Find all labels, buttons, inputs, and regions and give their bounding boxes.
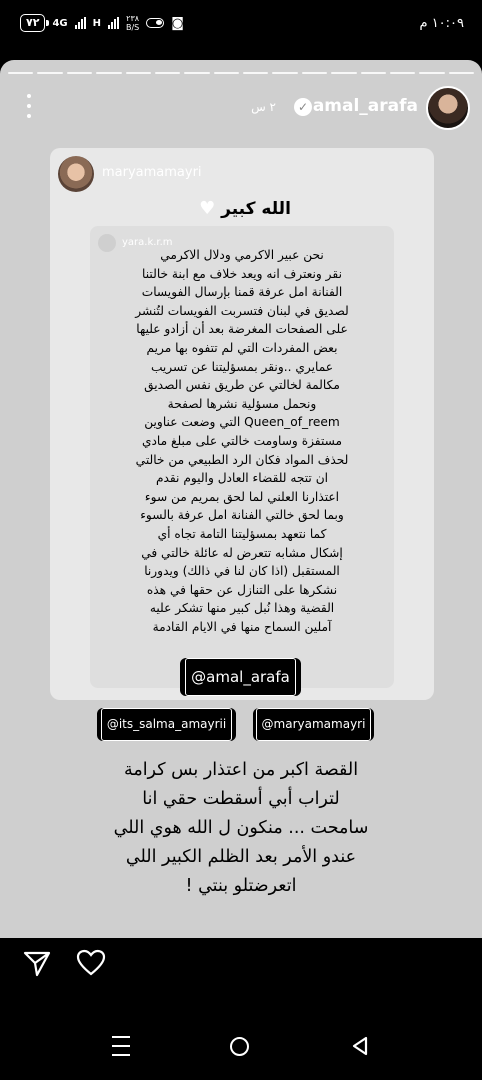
network-type-label: 4G bbox=[52, 17, 68, 29]
progress-segment bbox=[361, 72, 386, 74]
progress-segment bbox=[272, 72, 297, 74]
paper-plane-icon[interactable] bbox=[22, 948, 52, 978]
statement-line: المستقبل (اذا كان لنا في ذالك) ويدورنا bbox=[144, 564, 340, 579]
story-header bbox=[0, 82, 482, 134]
caption-line: اتعرضتلو بنتي ! bbox=[185, 876, 297, 896]
network-4g bbox=[52, 19, 67, 28]
speed-unit: B/S bbox=[125, 23, 140, 32]
statement-line: مستفزة وساومت خالتي على مبلغ مادي bbox=[141, 433, 343, 448]
caption-line: لتراب أبي أسقطت حقي انا bbox=[142, 789, 340, 809]
avatar[interactable] bbox=[426, 86, 470, 130]
inner-post bbox=[90, 226, 394, 688]
network-type-2-label: H bbox=[92, 17, 101, 29]
statement-line: Queen_of_reem التي وضعت عناوين bbox=[144, 415, 340, 430]
progress-segment bbox=[37, 72, 62, 74]
status-icons bbox=[20, 14, 184, 32]
statement-line: آملين السماح منها في الايام القادمة bbox=[152, 619, 332, 634]
progress-segment bbox=[67, 72, 92, 74]
data-saver-icon: ◙ bbox=[171, 15, 184, 31]
recents-icon[interactable] bbox=[112, 1036, 130, 1056]
mention-maryam-text: @maryamamayri bbox=[256, 708, 372, 741]
status-time: ١٠:٠٩ م bbox=[419, 16, 464, 31]
shared-post-username[interactable]: maryamamayri bbox=[102, 165, 202, 180]
story-progress-bar bbox=[8, 72, 474, 74]
mention-salma-text: @its_salma_amayrii bbox=[101, 708, 232, 741]
mention-sticker-amal[interactable] bbox=[180, 658, 301, 696]
verified-badge-icon: ✓ bbox=[294, 98, 312, 116]
caption-line: عندو الأمر بعد الظلم الكبير اللي bbox=[125, 847, 357, 867]
story-actions bbox=[0, 944, 482, 984]
home-icon[interactable] bbox=[230, 1037, 249, 1056]
statement-line: لصديق في لبنان فتسربت الفويسات لتُنشر bbox=[135, 303, 349, 318]
statement-line: لحذف المواد فكان الرد الطبيعي من خالتي bbox=[135, 452, 349, 467]
statement-line: ان تتجه للقضاء العادل واليوم نقدم bbox=[155, 471, 329, 486]
inner-username: yara.k.r.m bbox=[122, 237, 173, 248]
statement-line: بعض المفردات التي لم تتفوه بها مريم bbox=[146, 340, 338, 355]
progress-segment bbox=[419, 72, 444, 74]
statement-line: كما نتعهد بمسؤليتنا التامة تجاه أي bbox=[157, 526, 327, 541]
progress-segment bbox=[302, 72, 327, 74]
progress-segment bbox=[155, 72, 180, 74]
progress-segment bbox=[8, 72, 33, 74]
system-nav-bar bbox=[0, 1020, 482, 1080]
story-viewer[interactable] bbox=[0, 60, 482, 938]
caption-line: سامحت ... منكون ل الله هوي اللي bbox=[113, 818, 369, 838]
progress-segment bbox=[126, 72, 151, 74]
signal-icon-2 bbox=[108, 17, 119, 29]
caption-line: القصة اكبر من اعتذار بس كرامة bbox=[123, 760, 359, 780]
shared-post-card[interactable] bbox=[50, 148, 434, 700]
shared-post-caption-text: الله كبير bbox=[221, 199, 291, 219]
battery-level: ٧٢ bbox=[26, 16, 40, 29]
progress-segment bbox=[390, 72, 415, 74]
battery-icon bbox=[20, 14, 45, 32]
progress-segment bbox=[96, 72, 121, 74]
statement-line: نحن عبير الاكرمي ودلال الاكرمي bbox=[160, 248, 324, 262]
statement-line: نشكرها على التنازل عن حقها في هذه bbox=[146, 582, 338, 597]
statement-line: على الصفحات المغرضة بعد أن أزادو عليها bbox=[136, 322, 348, 337]
statement-line: مكالمة لخالتي عن طريق نفس الصديق bbox=[144, 378, 340, 393]
mention-amal-text: @amal_arafa bbox=[185, 658, 296, 696]
apology-statement bbox=[96, 246, 388, 636]
story-username[interactable]: amal_arafa bbox=[312, 96, 418, 116]
progress-segment bbox=[184, 72, 209, 74]
statement-line: القضية وهذا نُبل كبير منها تشكر عليه bbox=[149, 601, 335, 616]
story-caption bbox=[20, 756, 462, 901]
statement-line: اعتذارنا العلني لما لحق بمريم من سوء bbox=[144, 489, 340, 504]
mention-sticker-salma[interactable] bbox=[97, 708, 236, 741]
statement-line: الفنانة امل عرفة قمنا بإرسال الفويسات bbox=[141, 285, 343, 300]
mention-sticker-maryam[interactable] bbox=[253, 708, 374, 741]
shared-post-caption bbox=[50, 198, 434, 219]
white-heart-icon: ♥ bbox=[199, 198, 216, 219]
toggle-icon bbox=[146, 18, 164, 28]
more-vertical-icon[interactable] bbox=[26, 94, 32, 118]
progress-segment bbox=[449, 72, 474, 74]
speed-value: ٢٣٨ bbox=[126, 14, 140, 23]
signal-icon bbox=[75, 17, 86, 29]
network-speed bbox=[126, 14, 139, 32]
shared-post-avatar bbox=[58, 156, 94, 192]
back-icon[interactable] bbox=[350, 1036, 370, 1056]
heart-icon[interactable] bbox=[76, 948, 106, 978]
network-h bbox=[93, 19, 101, 28]
statement-line: عمايري ..ونقر بمسؤليتنا عن تسريب bbox=[150, 359, 334, 374]
story-time: ٢ س bbox=[251, 100, 276, 114]
status-bar bbox=[0, 0, 482, 54]
statement-line: ونحمل مسؤلية نشرها لصفحة bbox=[167, 396, 317, 411]
progress-segment bbox=[331, 72, 356, 74]
statement-line: وبما لحق خالتي الفنانة امل عرفة بالسوء bbox=[140, 508, 344, 523]
progress-segment bbox=[214, 72, 239, 74]
statement-line: إشكال مشابه تتعرض له عائلة خالتي في bbox=[141, 545, 343, 560]
progress-segment bbox=[243, 72, 268, 74]
statement-line: نقر ونعترف انه ويعد خلاف مع ابنة خالتنا bbox=[142, 266, 342, 281]
